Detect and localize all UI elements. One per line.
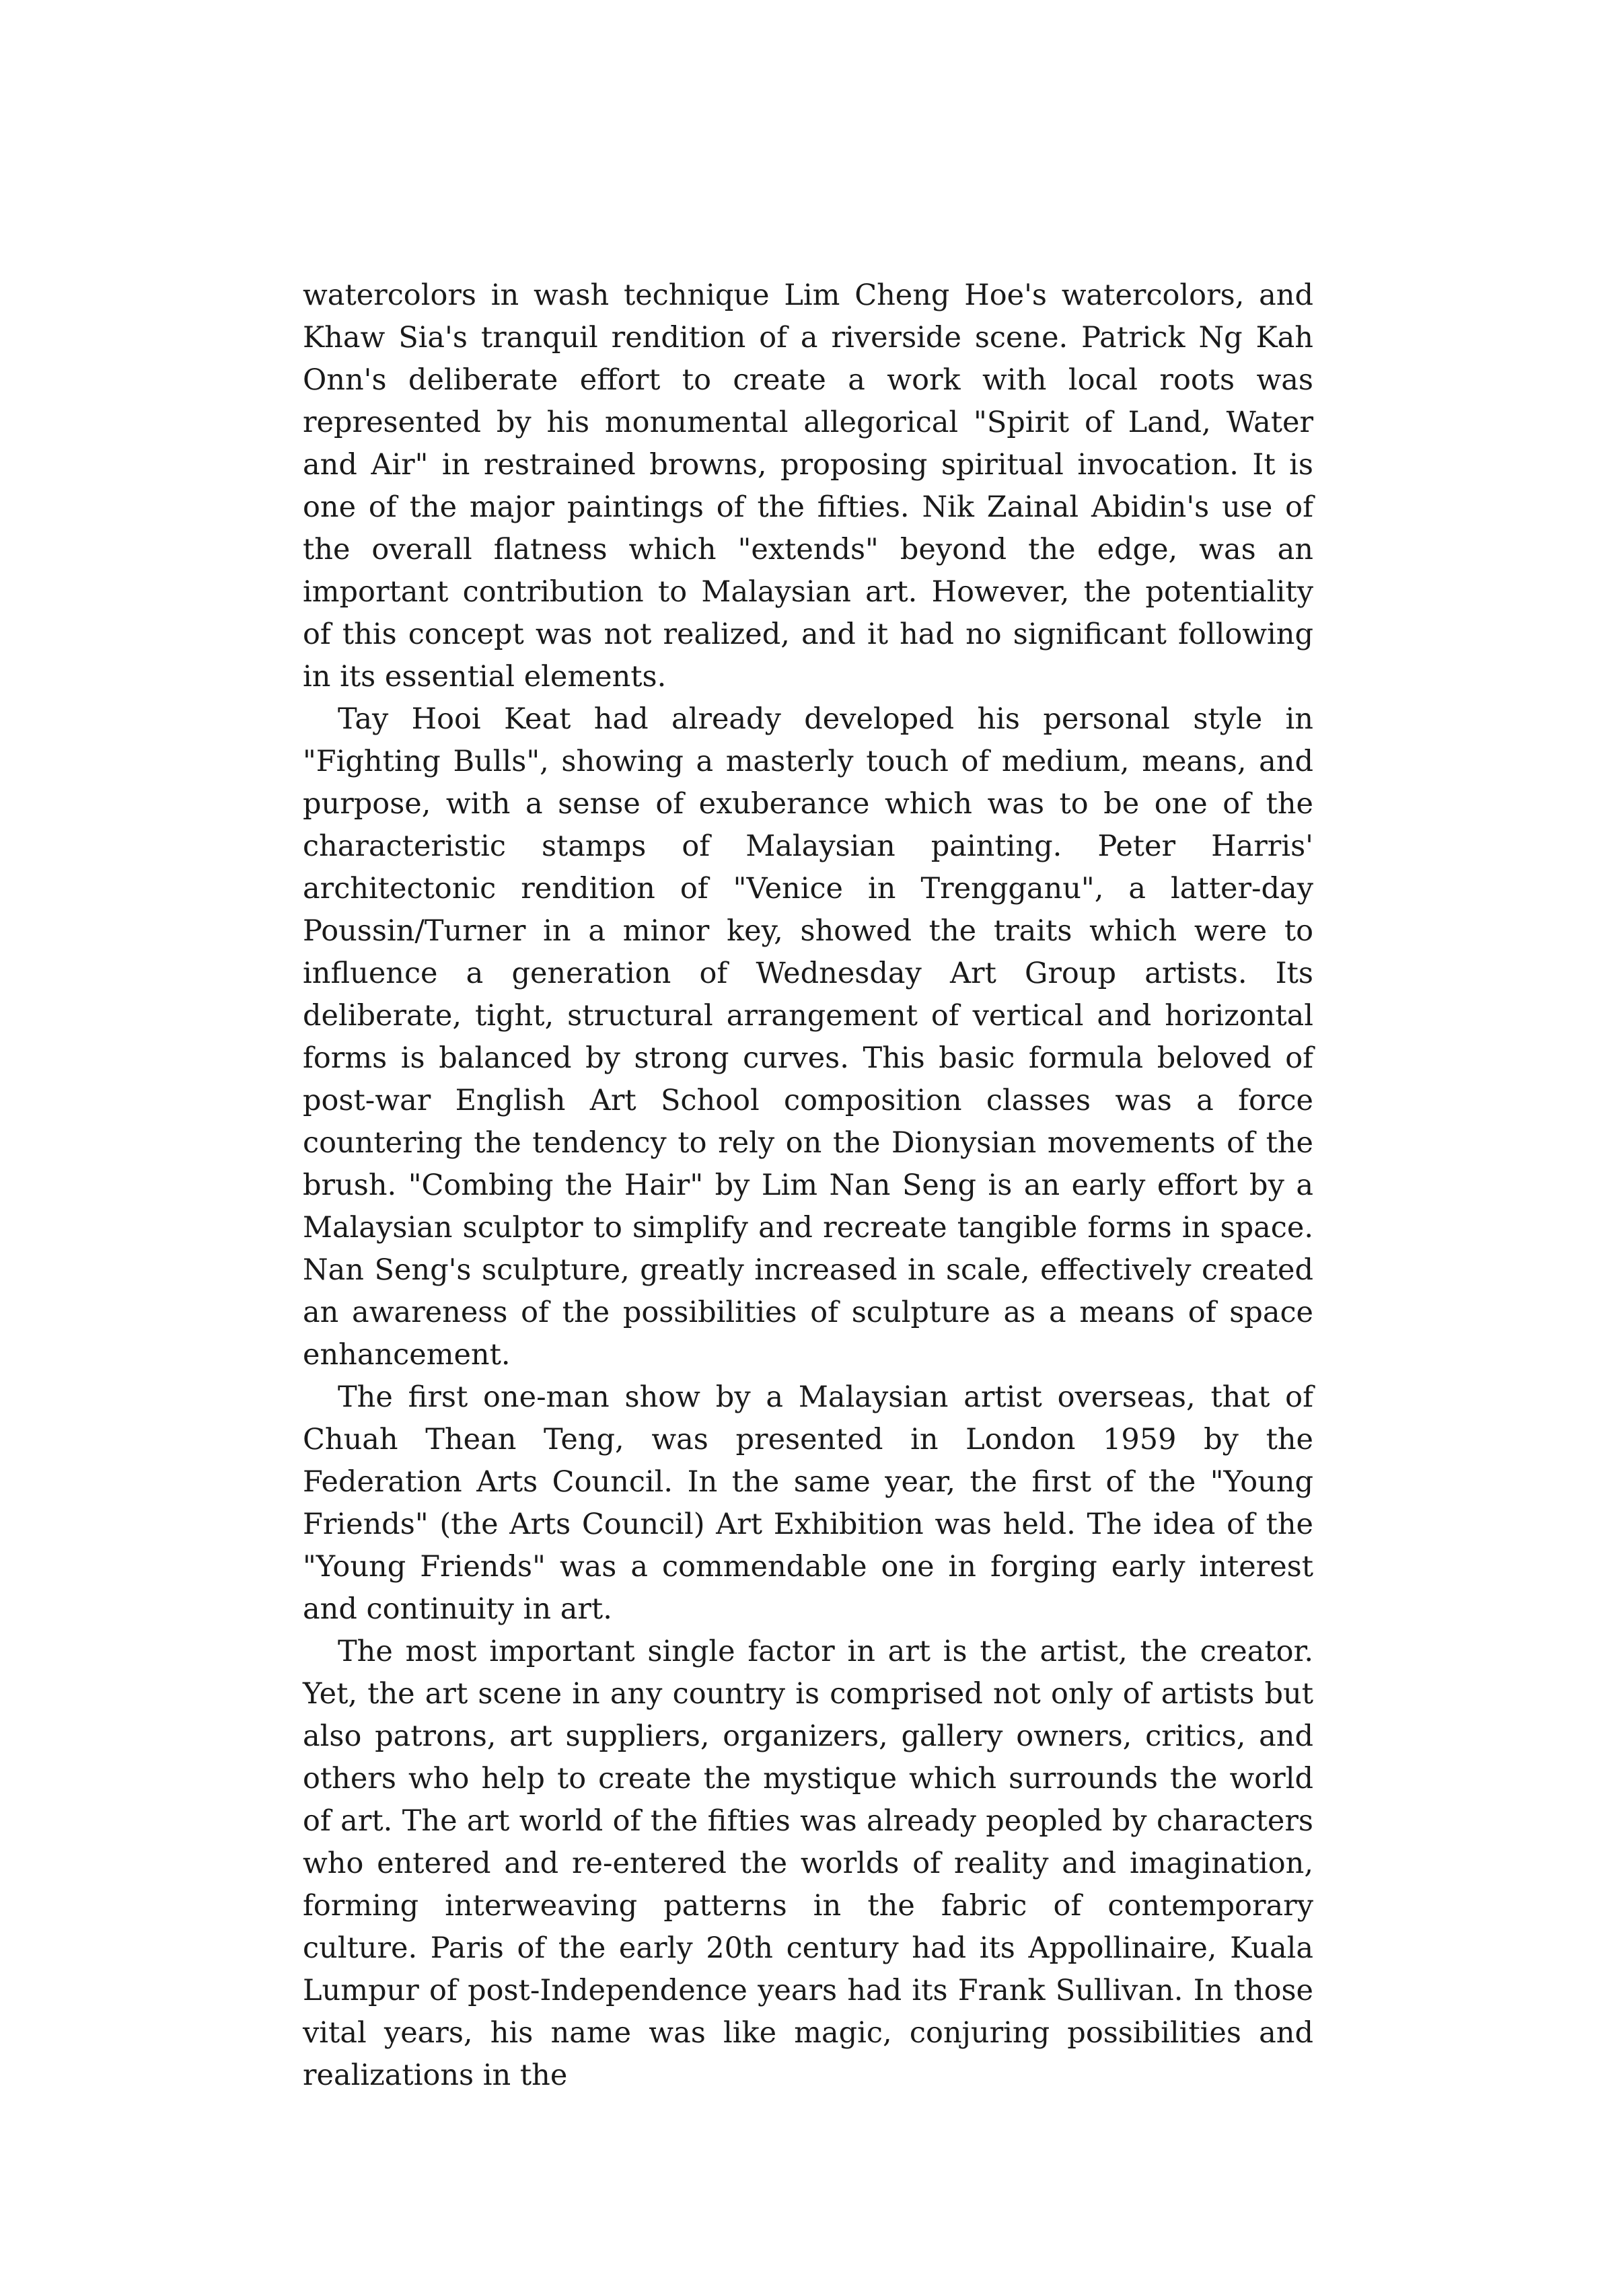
paragraph-continuation: watercolors in wash technique Lim Cheng Hoe's watercolors, and Khaw Sia's tranquil rendition of a riverside scene. Patrick Ng Kah Onn's deliberate effort to create a work with local roots was represented by his monumental allegorical "Spirit of Land, Water and Air" in restrained browns, proposing spiritual invocation. It is one of the major paintings of the fifties. Nik Zainal Abidin's use of the overall flatness which "extends" beyond the edge, was an important contribution to Malaysian art. However, the potentiality of this concept was not realized, and it had no significant following in its essential elements. (303, 279, 1313, 694)
paragraph-art-scene: The most important single factor in art is the artist, the creator. Yet, the art scene in any country is comprised not only of artists but also patrons, art suppliers, organizers, gallery owners, critics, and others who help to create the mystique which surrounds the world of art. The art world of the fifties was already peopled by characters who entered and re-entered the worlds of reality and imagination, forming interweaving patterns in the fabric of contemporary culture. Paris of the early 20th century had its Appollinaire, Kuala Lumpur of post-Independence years had its Frank Sullivan. In those vital years, his name was like magic, conjuring possibilities and realizations in the (303, 1635, 1313, 2092)
paragraph-first-one-man-show: The first one-man show by a Malaysian artist overseas, that of Chuah Thean Teng, was presented in London 1959 by the Federation Arts Council. In the same year, the first of the "Young Friends" (the Arts Council) Art Exhibition was held. The idea of the "Young Friends" was a commendable one in forging early interest and continuity in art. (303, 1380, 1313, 1626)
paragraph-tay-hooi-keat: Tay Hooi Keat had already developed his personal style in "Fighting Bulls", showing a masterly touch of medium, means, and purpose, with a sense of exuberance which was to be one of the characteristic stamps of Malaysian painting. Peter Harris' architectonic rendition of "Venice in Trengganu", a latter-day Poussin/Turner in a minor key, showed the traits which were to influence a generation of Wednesday Art Group artists. Its deliberate, tight, structural arrangement of vertical and horizontal forms is balanced by strong curves. This basic formula beloved of post-war English Art School composition classes was a force countering the tendency to rely on the Dionysian movements of the brush. "Combing the Hair" by Lim Nan Seng is an early effort by a Malaysian sculptor to simplify and recreate tangible forms in space. Nan Seng's sculpture, greatly increased in scale, effectively created an awareness of the possibilities of sculpture as a means of space enhancement. (303, 702, 1313, 1372)
page-body (303, 274, 1313, 2097)
